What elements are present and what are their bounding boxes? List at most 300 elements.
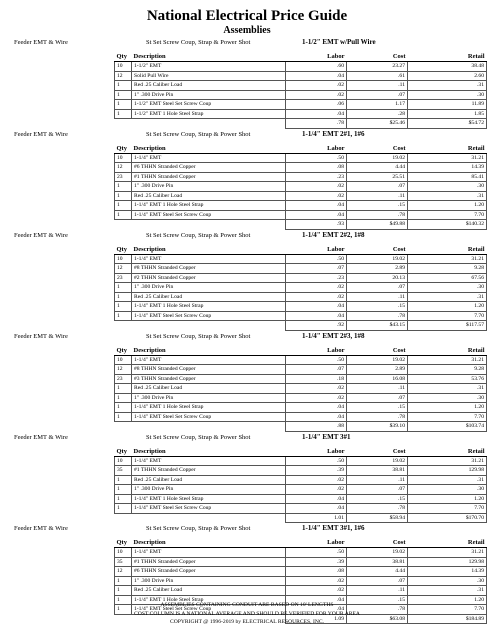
- cell-retail: .30: [408, 485, 487, 495]
- cell-cost: .11: [347, 81, 408, 91]
- cell-description: Solid Pull Wire: [132, 71, 286, 81]
- cell-retail: 38.48: [408, 62, 487, 72]
- total-labor: 1.09: [286, 614, 347, 624]
- table-row: [115, 586, 487, 596]
- totals-spacer: [115, 513, 286, 523]
- section-type: Feeder EMT & Wire: [14, 332, 68, 340]
- column-header-qty: Qty: [115, 144, 132, 154]
- cell-description: Red .25 Caliber Load: [132, 475, 286, 485]
- cell-cost: 19.02: [347, 153, 408, 163]
- table-row: [115, 456, 487, 466]
- section-type: Feeder EMT & Wire: [14, 231, 68, 239]
- column-header-cost: Cost: [347, 447, 408, 457]
- column-header-qty: Qty: [115, 52, 132, 62]
- cell-labor: .02: [286, 393, 347, 403]
- section-method: St Set Screw Coup, Strap & Power Shot: [146, 433, 251, 441]
- assembly-section: [0, 129, 494, 230]
- table-row: [115, 393, 487, 403]
- total-labor: 1.01: [286, 513, 347, 523]
- cell-labor: .04: [286, 504, 347, 514]
- cell-cost: .11: [347, 292, 408, 302]
- cell-qty: 1: [115, 586, 132, 596]
- cell-qty: 10: [115, 355, 132, 365]
- cell-description: 1-1/4" EMT 1 Hole Steel Strap: [132, 494, 286, 504]
- cell-cost: 38.81: [347, 466, 408, 476]
- cell-description: #8 THHN Stranded Copper: [132, 365, 286, 375]
- column-header-qty: Qty: [115, 245, 132, 255]
- cell-retail: 67.56: [408, 273, 487, 283]
- column-header-description: Description: [132, 447, 286, 457]
- cell-qty: 12: [115, 71, 132, 81]
- column-header-labor: Labor: [286, 144, 347, 154]
- cell-retail: .30: [408, 182, 487, 192]
- table-row: [115, 264, 487, 274]
- cell-labor: .04: [286, 302, 347, 312]
- cell-qty: 1: [115, 292, 132, 302]
- cell-qty: 35: [115, 557, 132, 567]
- cell-labor: .02: [286, 576, 347, 586]
- cell-cost: .15: [347, 201, 408, 211]
- cell-labor: .04: [286, 403, 347, 413]
- column-header-row: [115, 245, 487, 255]
- cell-qty: 1: [115, 109, 132, 119]
- cell-retail: 53.76: [408, 374, 487, 384]
- footer-line-lengths: ASSEMBLIES CONTAINING CONDUIT ARE BASED ON 10' LENGTHS: [160, 602, 334, 608]
- table-row: [115, 374, 487, 384]
- total-cost: $49.88: [347, 220, 408, 230]
- cell-retail: 7.70: [408, 605, 487, 615]
- table-row: [115, 254, 487, 264]
- table-row: [115, 302, 487, 312]
- cell-cost: .07: [347, 576, 408, 586]
- cell-labor: .06: [286, 100, 347, 110]
- items-table: [114, 346, 487, 432]
- table-row: [115, 191, 487, 201]
- cell-retail: .31: [408, 586, 487, 596]
- cell-description: 1-1/4" EMT Steel Set Screw Coup: [132, 311, 286, 321]
- totals-row: [115, 513, 487, 523]
- cell-qty: 10: [115, 548, 132, 558]
- cell-labor: .04: [286, 412, 347, 422]
- items-table: [114, 245, 487, 331]
- totals-spacer: [115, 422, 286, 432]
- assembly-name: 1-1/4" EMT 2#2, 1#8: [302, 230, 365, 239]
- cell-retail: 1.85: [408, 109, 487, 119]
- cell-cost: 1.17: [347, 100, 408, 110]
- cell-labor: .04: [286, 71, 347, 81]
- cell-labor: .02: [286, 182, 347, 192]
- cell-labor: .02: [286, 384, 347, 394]
- cell-description: #2 THHN Stranded Copper: [132, 273, 286, 283]
- cell-retail: 14.39: [408, 163, 487, 173]
- cell-description: 1-1/4" EMT Steel Set Screw Coup: [132, 210, 286, 220]
- cell-cost: .07: [347, 283, 408, 293]
- column-header-qty: Qty: [115, 538, 132, 548]
- cell-qty: 1: [115, 81, 132, 91]
- cell-qty: 1: [115, 403, 132, 413]
- table-row: [115, 504, 487, 514]
- cell-labor: .04: [286, 595, 347, 605]
- assembly-section: [0, 37, 494, 129]
- table-row: [115, 466, 487, 476]
- cell-retail: 31.21: [408, 548, 487, 558]
- cell-retail: 129.98: [408, 557, 487, 567]
- column-header-description: Description: [132, 538, 286, 548]
- table-row: [115, 81, 487, 91]
- cell-cost: 20.13: [347, 273, 408, 283]
- column-header-description: Description: [132, 245, 286, 255]
- cell-description: #8 THHN Stranded Copper: [132, 264, 286, 274]
- total-retail: $140.32: [408, 220, 487, 230]
- total-retail: $117.57: [408, 321, 487, 331]
- cell-description: 1-1/4" EMT Steel Set Screw Coup: [132, 504, 286, 514]
- cell-cost: .07: [347, 90, 408, 100]
- column-header-cost: Cost: [347, 538, 408, 548]
- cell-qty: 1: [115, 182, 132, 192]
- column-header-labor: Labor: [286, 447, 347, 457]
- cell-cost: .07: [347, 393, 408, 403]
- cell-qty: 1: [115, 485, 132, 495]
- table-row: [115, 485, 487, 495]
- cell-description: 1-1/2" EMT: [132, 62, 286, 72]
- totals-spacer: [115, 220, 286, 230]
- assembly-sections: [0, 37, 494, 624]
- table-row: [115, 109, 487, 119]
- section-type: Feeder EMT & Wire: [14, 39, 68, 46]
- cell-retail: 1.20: [408, 302, 487, 312]
- cell-labor: .23: [286, 273, 347, 283]
- cell-description: 1" .300 Drive Pin: [132, 182, 286, 192]
- cell-cost: .11: [347, 475, 408, 485]
- cell-retail: .31: [408, 292, 487, 302]
- table-row: [115, 182, 487, 192]
- section-header: [0, 432, 494, 443]
- cell-qty: 23: [115, 273, 132, 283]
- section-method: St Set Screw Coup, Strap & Power Shot: [146, 525, 251, 532]
- cell-labor: .04: [286, 109, 347, 119]
- total-cost: $39.10: [347, 422, 408, 432]
- cell-retail: .31: [408, 191, 487, 201]
- cell-labor: .02: [286, 90, 347, 100]
- cell-description: #6 THHN Stranded Copper: [132, 567, 286, 577]
- cell-retail: .30: [408, 283, 487, 293]
- total-labor: .93: [286, 220, 347, 230]
- table-row: [115, 311, 487, 321]
- cell-retail: 7.70: [408, 210, 487, 220]
- total-labor: .88: [286, 422, 347, 432]
- cell-cost: 4.44: [347, 163, 408, 173]
- section-method: St Set Screw Coup, Strap & Power Shot: [146, 39, 251, 46]
- cell-cost: 16.08: [347, 374, 408, 384]
- column-header-row: [115, 52, 487, 62]
- table-row: [115, 548, 487, 558]
- cell-retail: 85.41: [408, 172, 487, 182]
- column-header-labor: Labor: [286, 346, 347, 356]
- cell-description: 1" .300 Drive Pin: [132, 283, 286, 293]
- assembly-name: 1-1/4" EMT 2#3, 1#8: [302, 331, 365, 340]
- total-labor: .78: [286, 119, 347, 129]
- column-header-retail: Retail: [408, 52, 487, 62]
- cell-labor: .50: [286, 254, 347, 264]
- cell-labor: .60: [286, 62, 347, 72]
- cell-retail: 7.70: [408, 311, 487, 321]
- totals-spacer: [115, 119, 286, 129]
- assembly-section: [0, 331, 494, 432]
- table-row: [115, 557, 487, 567]
- cell-description: 1-1/4" EMT: [132, 355, 286, 365]
- column-header-labor: Labor: [286, 538, 347, 548]
- cell-labor: .02: [286, 292, 347, 302]
- cell-labor: .08: [286, 567, 347, 577]
- total-cost: $58.94: [347, 513, 408, 523]
- cell-labor: .04: [286, 201, 347, 211]
- cell-cost: .78: [347, 605, 408, 615]
- cell-retail: .31: [408, 81, 487, 91]
- cell-retail: .31: [408, 384, 487, 394]
- cell-cost: .78: [347, 311, 408, 321]
- cell-cost: 19.02: [347, 456, 408, 466]
- column-header-retail: Retail: [408, 346, 487, 356]
- cell-retail: 9.28: [408, 365, 487, 375]
- table-row: [115, 71, 487, 81]
- table-row: [115, 283, 487, 293]
- column-header-description: Description: [132, 52, 286, 62]
- cell-labor: .02: [286, 191, 347, 201]
- column-header-labor: Labor: [286, 245, 347, 255]
- cell-cost: 2.89: [347, 365, 408, 375]
- cell-labor: .23: [286, 172, 347, 182]
- total-retail: $184.89: [408, 614, 487, 624]
- table-row: [115, 403, 487, 413]
- section-method: St Set Screw Coup, Strap & Power Shot: [146, 231, 251, 239]
- cell-qty: 10: [115, 254, 132, 264]
- cell-qty: 1: [115, 475, 132, 485]
- cell-qty: 1: [115, 504, 132, 514]
- cell-retail: 1.20: [408, 201, 487, 211]
- cell-qty: 1: [115, 191, 132, 201]
- table-row: [115, 567, 487, 577]
- cell-cost: .61: [347, 71, 408, 81]
- cell-qty: 1: [115, 100, 132, 110]
- cell-cost: 4.44: [347, 567, 408, 577]
- cell-qty: 1: [115, 384, 132, 394]
- column-header-description: Description: [132, 144, 286, 154]
- cell-qty: 35: [115, 466, 132, 476]
- cell-cost: 2.89: [347, 264, 408, 274]
- table-row: [115, 576, 487, 586]
- cell-description: #1 THHN Stranded Copper: [132, 172, 286, 182]
- totals-row: [115, 220, 487, 230]
- cell-cost: .78: [347, 412, 408, 422]
- section-header: [0, 230, 494, 241]
- items-table: [114, 447, 487, 524]
- totals-row: [115, 321, 487, 331]
- cell-cost: .07: [347, 182, 408, 192]
- cell-qty: 12: [115, 163, 132, 173]
- cell-description: 1-1/4" EMT 1 Hole Steel Strap: [132, 201, 286, 211]
- cell-qty: 12: [115, 365, 132, 375]
- cell-cost: 19.02: [347, 254, 408, 264]
- column-header-retail: Retail: [408, 447, 487, 457]
- section-header: [0, 37, 494, 48]
- table-row: [115, 172, 487, 182]
- cell-cost: .15: [347, 302, 408, 312]
- column-header-qty: Qty: [115, 447, 132, 457]
- table-row: [115, 90, 487, 100]
- cell-retail: 7.70: [408, 412, 487, 422]
- cell-qty: 12: [115, 567, 132, 577]
- cell-cost: .15: [347, 403, 408, 413]
- total-cost: $63.08: [347, 614, 408, 624]
- table-row: [115, 273, 487, 283]
- cell-qty: 1: [115, 311, 132, 321]
- cell-retail: 1.20: [408, 595, 487, 605]
- cell-qty: 10: [115, 153, 132, 163]
- section-header: [0, 523, 494, 534]
- column-header-retail: Retail: [408, 245, 487, 255]
- column-header-cost: Cost: [347, 245, 408, 255]
- cell-qty: 1: [115, 576, 132, 586]
- cell-cost: 19.02: [347, 355, 408, 365]
- footer-line-copyright: COPYRIGHT @ 1996-2019 by ELECTRICAL RESOURCES, INC.: [169, 619, 324, 625]
- column-header-cost: Cost: [347, 144, 408, 154]
- cell-cost: .15: [347, 595, 408, 605]
- cell-retail: 31.21: [408, 254, 487, 264]
- column-header-cost: Cost: [347, 346, 408, 356]
- cell-description: 1-1/4" EMT 1 Hole Steel Strap: [132, 403, 286, 413]
- cell-description: Red .25 Caliber Load: [132, 292, 286, 302]
- cell-retail: 1.20: [408, 403, 487, 413]
- totals-row: [115, 119, 487, 129]
- cell-cost: .11: [347, 191, 408, 201]
- cell-description: #1 THHN Stranded Copper: [132, 557, 286, 567]
- cell-labor: .39: [286, 466, 347, 476]
- cell-cost: .28: [347, 109, 408, 119]
- cell-labor: .02: [286, 475, 347, 485]
- cell-description: #3 THHN Stranded Copper: [132, 374, 286, 384]
- cell-labor: .50: [286, 355, 347, 365]
- column-header-row: [115, 447, 487, 457]
- cell-retail: 7.70: [408, 504, 487, 514]
- column-header-retail: Retail: [408, 538, 487, 548]
- cell-retail: 1.20: [408, 494, 487, 504]
- cell-qty: 10: [115, 62, 132, 72]
- assembly-name: 1-1/4" EMT 3#1, 1#6: [302, 524, 365, 532]
- table-row: [115, 384, 487, 394]
- cell-description: 1" .300 Drive Pin: [132, 485, 286, 495]
- cell-qty: 1: [115, 412, 132, 422]
- cell-labor: .02: [286, 485, 347, 495]
- cell-labor: .08: [286, 163, 347, 173]
- column-header-qty: Qty: [115, 346, 132, 356]
- column-header-description: Description: [132, 346, 286, 356]
- cell-description: Red .25 Caliber Load: [132, 586, 286, 596]
- column-header-row: [115, 538, 487, 548]
- cell-description: Red .25 Caliber Load: [132, 384, 286, 394]
- table-row: [115, 62, 487, 72]
- assembly-section: [0, 230, 494, 331]
- column-header-row: [115, 144, 487, 154]
- cell-retail: 9.28: [408, 264, 487, 274]
- cell-qty: 1: [115, 90, 132, 100]
- table-row: [115, 292, 487, 302]
- section-method: St Set Screw Coup, Strap & Power Shot: [146, 332, 251, 340]
- cell-description: 1-1/2" EMT 1 Hole Steel Strap: [132, 109, 286, 119]
- cell-cost: .78: [347, 210, 408, 220]
- table-row: [115, 163, 487, 173]
- cell-labor: .50: [286, 153, 347, 163]
- cell-qty: 1: [115, 393, 132, 403]
- total-retail: $54.72: [408, 119, 487, 129]
- cell-labor: .02: [286, 81, 347, 91]
- cell-retail: 31.21: [408, 355, 487, 365]
- cell-retail: 11.89: [408, 100, 487, 110]
- table-row: [115, 100, 487, 110]
- cell-cost: .07: [347, 485, 408, 495]
- items-table: [114, 52, 487, 129]
- cell-qty: 1: [115, 210, 132, 220]
- table-row: [115, 210, 487, 220]
- column-header-labor: Labor: [286, 52, 347, 62]
- cell-qty: 1: [115, 494, 132, 504]
- cell-description: 1-1/2" EMT Steel Set Screw Coup: [132, 100, 286, 110]
- cell-description: 1-1/4" EMT 1 Hole Steel Strap: [132, 595, 286, 605]
- cell-qty: 23: [115, 374, 132, 384]
- cell-description: #6 THHN Stranded Copper: [132, 163, 286, 173]
- cell-retail: .30: [408, 576, 487, 586]
- cell-retail: 129.98: [408, 466, 487, 476]
- page-subtitle: Assemblies: [223, 25, 271, 36]
- assembly-name: 1-1/4" EMT 2#1, 1#6: [302, 129, 365, 138]
- section-type: Feeder EMT & Wire: [14, 433, 68, 441]
- cell-labor: .18: [286, 374, 347, 384]
- cell-labor: .50: [286, 548, 347, 558]
- cell-cost: .11: [347, 586, 408, 596]
- totals-row: [115, 422, 487, 432]
- items-table: [114, 144, 487, 230]
- cell-qty: 23: [115, 172, 132, 182]
- assembly-name: 1-1/4" EMT 3#1: [302, 432, 351, 441]
- cell-qty: 10: [115, 456, 132, 466]
- section-header: [0, 129, 494, 140]
- cell-retail: 2.60: [408, 71, 487, 81]
- cell-labor: .39: [286, 557, 347, 567]
- cell-description: 1-1/4" EMT Steel Set Screw Coup: [132, 412, 286, 422]
- cell-qty: 1: [115, 201, 132, 211]
- total-cost: $25.46: [347, 119, 408, 129]
- cell-qty: 1: [115, 605, 132, 615]
- assembly-section: [0, 432, 494, 524]
- page-title: National Electrical Price Guide: [146, 8, 348, 24]
- cell-labor: .04: [286, 605, 347, 615]
- cell-description: 1" .300 Drive Pin: [132, 576, 286, 586]
- cell-retail: 14.39: [408, 567, 487, 577]
- cell-retail: .31: [408, 475, 487, 485]
- cell-description: Red .25 Caliber Load: [132, 191, 286, 201]
- footer-line-cost-note: COST COLUMN IS A NATIONAL AVERAGE AND SHOULD BE VERIFIED FOR YOUR AREA: [134, 610, 360, 617]
- table-row: [115, 153, 487, 163]
- table-row: [115, 412, 487, 422]
- cell-description: 1" .300 Drive Pin: [132, 393, 286, 403]
- table-row: [115, 365, 487, 375]
- cell-labor: .04: [286, 494, 347, 504]
- cell-qty: 12: [115, 264, 132, 274]
- column-header-retail: Retail: [408, 144, 487, 154]
- cell-description: 1" .300 Drive Pin: [132, 90, 286, 100]
- table-row: [115, 201, 487, 211]
- assembly-name: 1-1/2" EMT w/Pull Wire: [302, 38, 376, 46]
- cell-cost: 19.02: [347, 548, 408, 558]
